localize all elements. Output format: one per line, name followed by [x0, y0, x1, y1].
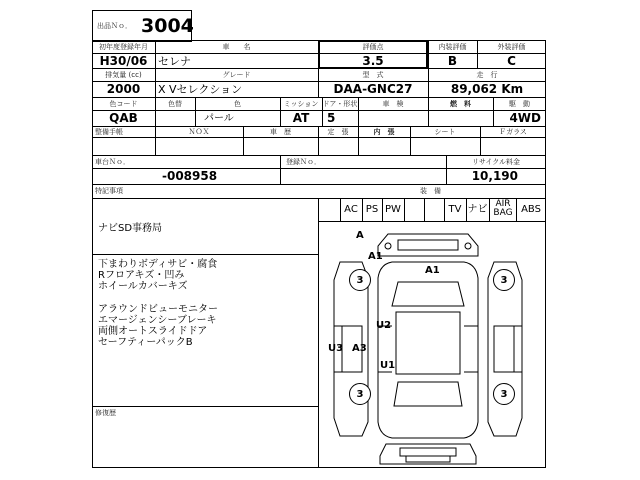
- exterior-value: C: [507, 54, 516, 68]
- equip-ps: PS: [365, 204, 379, 215]
- color-code-value: QAB: [109, 111, 138, 125]
- score-label: 評価点: [362, 43, 384, 51]
- tire-mark-rear-left: 3: [349, 383, 371, 405]
- chassis-value: -008958: [162, 169, 218, 183]
- displacement-label: 排気量 (cc): [105, 71, 142, 79]
- recycle-label: リサイクル料金: [471, 158, 521, 166]
- car-name-value: セレナ: [158, 55, 191, 68]
- equip-pw: PW: [385, 204, 401, 215]
- glass-label: Ｆガラス: [499, 128, 527, 136]
- equipment-section-label: 装 備: [420, 187, 441, 195]
- score-value: 3.5: [362, 54, 384, 68]
- damage-mark: A1: [368, 251, 383, 262]
- tire-mark-front-right: 3: [493, 269, 515, 291]
- damage-mark: U2: [376, 320, 392, 331]
- tire-mark-rear-right: 3: [493, 383, 515, 405]
- chassis-label: 車台Ｎｏ．: [95, 158, 130, 166]
- regno-label: 登録Ｎｏ．: [286, 158, 321, 166]
- damage-mark: A: [356, 230, 364, 241]
- mission-label: ミッション: [283, 100, 319, 108]
- inspection-label: 車 検: [382, 100, 404, 108]
- color-label: 色: [234, 100, 241, 108]
- equip-ac: AC: [344, 204, 358, 215]
- interior-label: 内装評価: [438, 43, 467, 51]
- nox-label: ＮＯＸ: [188, 128, 210, 136]
- interior-value: B: [447, 54, 458, 68]
- damage-mark: A3: [352, 343, 367, 354]
- tire-mark-front-left: 3: [349, 269, 371, 291]
- damage-mark: A1: [425, 265, 440, 276]
- mileage-value: 89,062 Km: [450, 82, 524, 96]
- listing-number-label: 出品Ｎｏ．: [97, 22, 132, 30]
- equip-airbag: AIR BAG: [493, 199, 513, 218]
- equip-abs: ABS: [521, 204, 541, 215]
- damage-mark: U1: [380, 360, 396, 371]
- listing-number-box: [92, 10, 192, 42]
- color-code-label: 色コード: [109, 100, 138, 108]
- color-value: パール: [204, 113, 234, 124]
- interior-cloth-label: 内 張: [373, 128, 395, 136]
- mission-value: AT: [292, 111, 310, 125]
- notes-section-label: 特記事項: [95, 187, 123, 195]
- damage-mark: U3: [328, 343, 344, 354]
- displacement-value: 2000: [106, 82, 141, 96]
- note-item: セーフティーパックB: [98, 337, 193, 348]
- listing-number: 3004: [141, 15, 194, 37]
- tax-label: 定 張: [327, 128, 349, 136]
- repair-history-label: 修復歴: [95, 409, 116, 417]
- note-item: ホイールカバーキズ: [98, 281, 188, 292]
- equip-tv: TV: [448, 204, 462, 215]
- reg-date-value: H30/06: [99, 54, 148, 68]
- color-change-label: 色替: [168, 100, 182, 108]
- note-item: Rフロアキズ・凹み: [98, 270, 185, 281]
- note-item: 両側オートスライドドア: [98, 326, 208, 337]
- drive-value: 4WD: [509, 111, 541, 125]
- doors-value: 5: [327, 111, 336, 125]
- exterior-label: 外装評価: [497, 43, 526, 51]
- note-item: ナビSD事務局: [98, 223, 163, 234]
- doors-label: ドア・形状: [322, 100, 358, 108]
- manual-label: 整備手帳: [95, 128, 123, 136]
- fuel-label: 燃 料: [450, 100, 471, 108]
- note-item: エマージェンシーブレーキ: [98, 315, 217, 326]
- reg-date-label: 初年度登録年月: [99, 43, 148, 51]
- model-label: 型 式: [362, 71, 384, 79]
- note-item: 下まわりボディサビ・腐食: [98, 259, 218, 270]
- seat-label: シート: [434, 128, 456, 136]
- grade-value: X Vセレクション: [158, 83, 243, 96]
- mileage-label: 走 行: [476, 71, 498, 79]
- model-value: DAA-GNC27: [333, 82, 413, 96]
- equip-navi: ナビ: [467, 204, 488, 215]
- grade-label: グレード: [222, 71, 251, 79]
- drive-label: 駆 動: [509, 100, 530, 108]
- history-label: 車 歴: [270, 128, 291, 136]
- recycle-value: 10,190: [471, 169, 518, 183]
- car-name-label: 車 名: [222, 43, 251, 51]
- note-item: アラウンドビューモニター: [98, 304, 218, 315]
